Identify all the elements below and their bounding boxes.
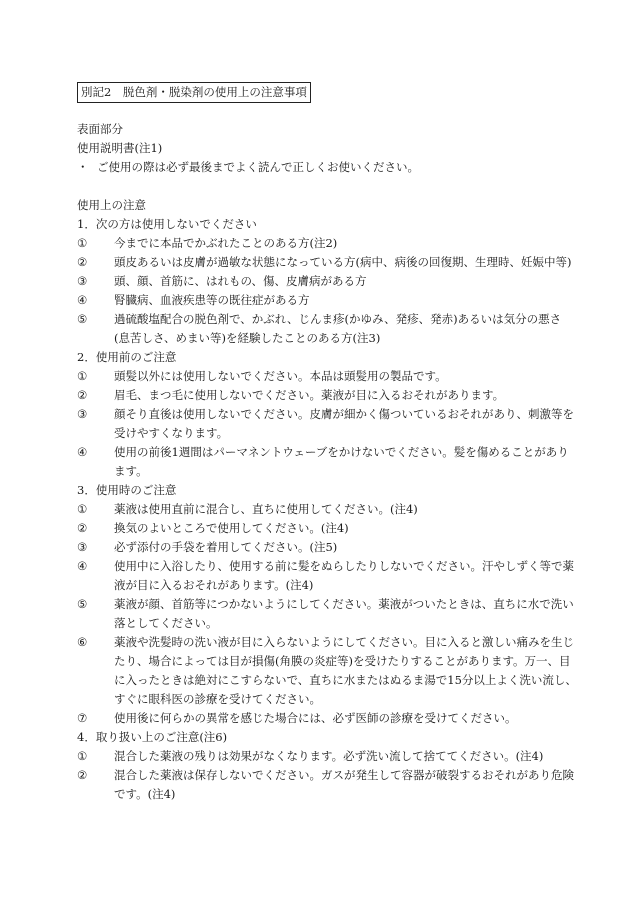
list-item (77, 538, 577, 557)
section-heading: 1．次の方は使用しないでください (77, 217, 257, 231)
item-number: ② (77, 388, 88, 402)
list-item (77, 595, 577, 633)
item-text: 使用の前後1週間はパーマネントウェーブをかけないでください。髪を傷めることがあります。 (114, 445, 569, 478)
item-text: 眉毛、まつ毛に使用しないでください。薬液が目に入るおそれがあります。 (114, 388, 505, 402)
list-item (77, 557, 577, 595)
list-item (77, 253, 577, 272)
item-text: 必ず添付の手袋を着用してください。(注5) (114, 540, 338, 554)
list-item (77, 386, 577, 405)
list-item (77, 367, 577, 386)
item-text: 頭髪以外には使用しないでください。本品は頭髪用の製品です。 (114, 369, 447, 383)
item-text: 腎臓病、血液疾患等の既往症がある方 (114, 293, 310, 307)
item-number: ⑥ (77, 635, 88, 649)
list-item (77, 766, 577, 804)
item-number: ① (77, 502, 88, 516)
section-heading: 2．使用前のご注意 (77, 350, 177, 364)
item-text: 換気のよいところで使用してください。(注4) (114, 521, 349, 535)
item-text: 使用後に何らかの異常を感じた場合には、必ず医師の診療を受けてください。 (114, 711, 517, 725)
list-item (77, 272, 577, 291)
item-text: 混合した薬液は保存しないでください。ガスが発生して容器が破裂するおそれがあり危険です。(注4) (114, 768, 574, 801)
item-number: ④ (77, 293, 88, 307)
item-number: ③ (77, 274, 88, 288)
item-number: ② (77, 255, 88, 269)
list-item (77, 443, 577, 481)
list-item (77, 633, 577, 709)
item-number: ④ (77, 445, 88, 459)
list-item (77, 500, 577, 519)
list-item (77, 709, 577, 728)
section-heading: 4．取り扱い上のご注意(注6) (77, 730, 228, 744)
document-body (77, 120, 577, 804)
item-number: ② (77, 521, 88, 535)
list-item (77, 310, 577, 348)
item-number: ① (77, 749, 88, 763)
document-title: 別記2 脱色剤・脱染剤の使用上の注意事項 (77, 82, 311, 103)
item-number: ③ (77, 540, 88, 554)
item-text: 頭、顔、首筋に、はれもの、傷、皮膚病がある方 (114, 274, 367, 288)
item-number: ⑤ (77, 597, 88, 611)
item-number: ④ (77, 559, 88, 573)
item-text: 今までに本品でかぶれたことのある方(注2) (114, 236, 338, 250)
list-item (77, 291, 577, 310)
cautions-heading: 使用上の注意 (77, 198, 146, 212)
item-text: 頭皮あるいは皮膚が過敏な状態になっている方(病中、病後の回復期、生理時、妊娠中等) (114, 255, 572, 269)
item-text: 混合した薬液の残りは効果がなくなります。必ず洗い流して捨ててください。(注4) (114, 749, 544, 763)
bullet-mark: ・ (77, 160, 89, 174)
surface-heading: 表面部分 (77, 122, 123, 136)
item-text: 顔そり直後は使用しないでください。皮膚が細かく傷ついているおそれがあり、刺激等を受けやすくなります。 (114, 407, 574, 440)
bullet-text: ご使用の際は必ず最後までよく読んで正しくお使いください。 (97, 160, 419, 174)
list-item (77, 405, 577, 443)
item-number: ③ (77, 407, 88, 421)
item-number: ① (77, 369, 88, 383)
item-text: 薬液が顔、首筋等につかないようにしてください。薬液がついたときは、直ちに水で洗い落としてください。 (114, 597, 574, 630)
list-item (77, 747, 577, 766)
item-number: ⑦ (77, 711, 88, 725)
item-text: 薬液は使用直前に混合し、直ちに使用してください。(注4) (114, 502, 418, 516)
item-number: ① (77, 236, 88, 250)
manual-heading: 使用説明書(注1) (77, 141, 163, 155)
bullet-item (77, 158, 577, 177)
list-item (77, 519, 577, 538)
list-item (77, 234, 577, 253)
item-number: ② (77, 768, 88, 782)
item-text: 薬液や洗髪時の洗い液が目に入らないようにしてください。目に入ると激しい痛みを生じたり、場合によっては目が損傷(角膜の炎症等)を受けたりすることがあります。万一、目に入ったときは絶対にこすらないで、直ちに水またはぬるま湯で15分以上よく洗い流し、すぐに眼科医の診療を受けてください。 (114, 635, 577, 706)
section-heading: 3．使用時のご注意 (77, 483, 177, 497)
item-text: 使用中に入浴したり、使用する前に髪をぬらしたりしないでください。汗やしずく等で薬液が目に入るおそれがあります。(注4) (114, 559, 574, 592)
item-text: 過硫酸塩配合の脱色剤で、かぶれ、じんま疹(かゆみ、発疹、発赤)あるいは気分の悪さ(息苦しさ、めまい等)を経験したことのある方(注3) (114, 312, 562, 345)
spacer (77, 177, 577, 196)
item-number: ⑤ (77, 312, 88, 326)
